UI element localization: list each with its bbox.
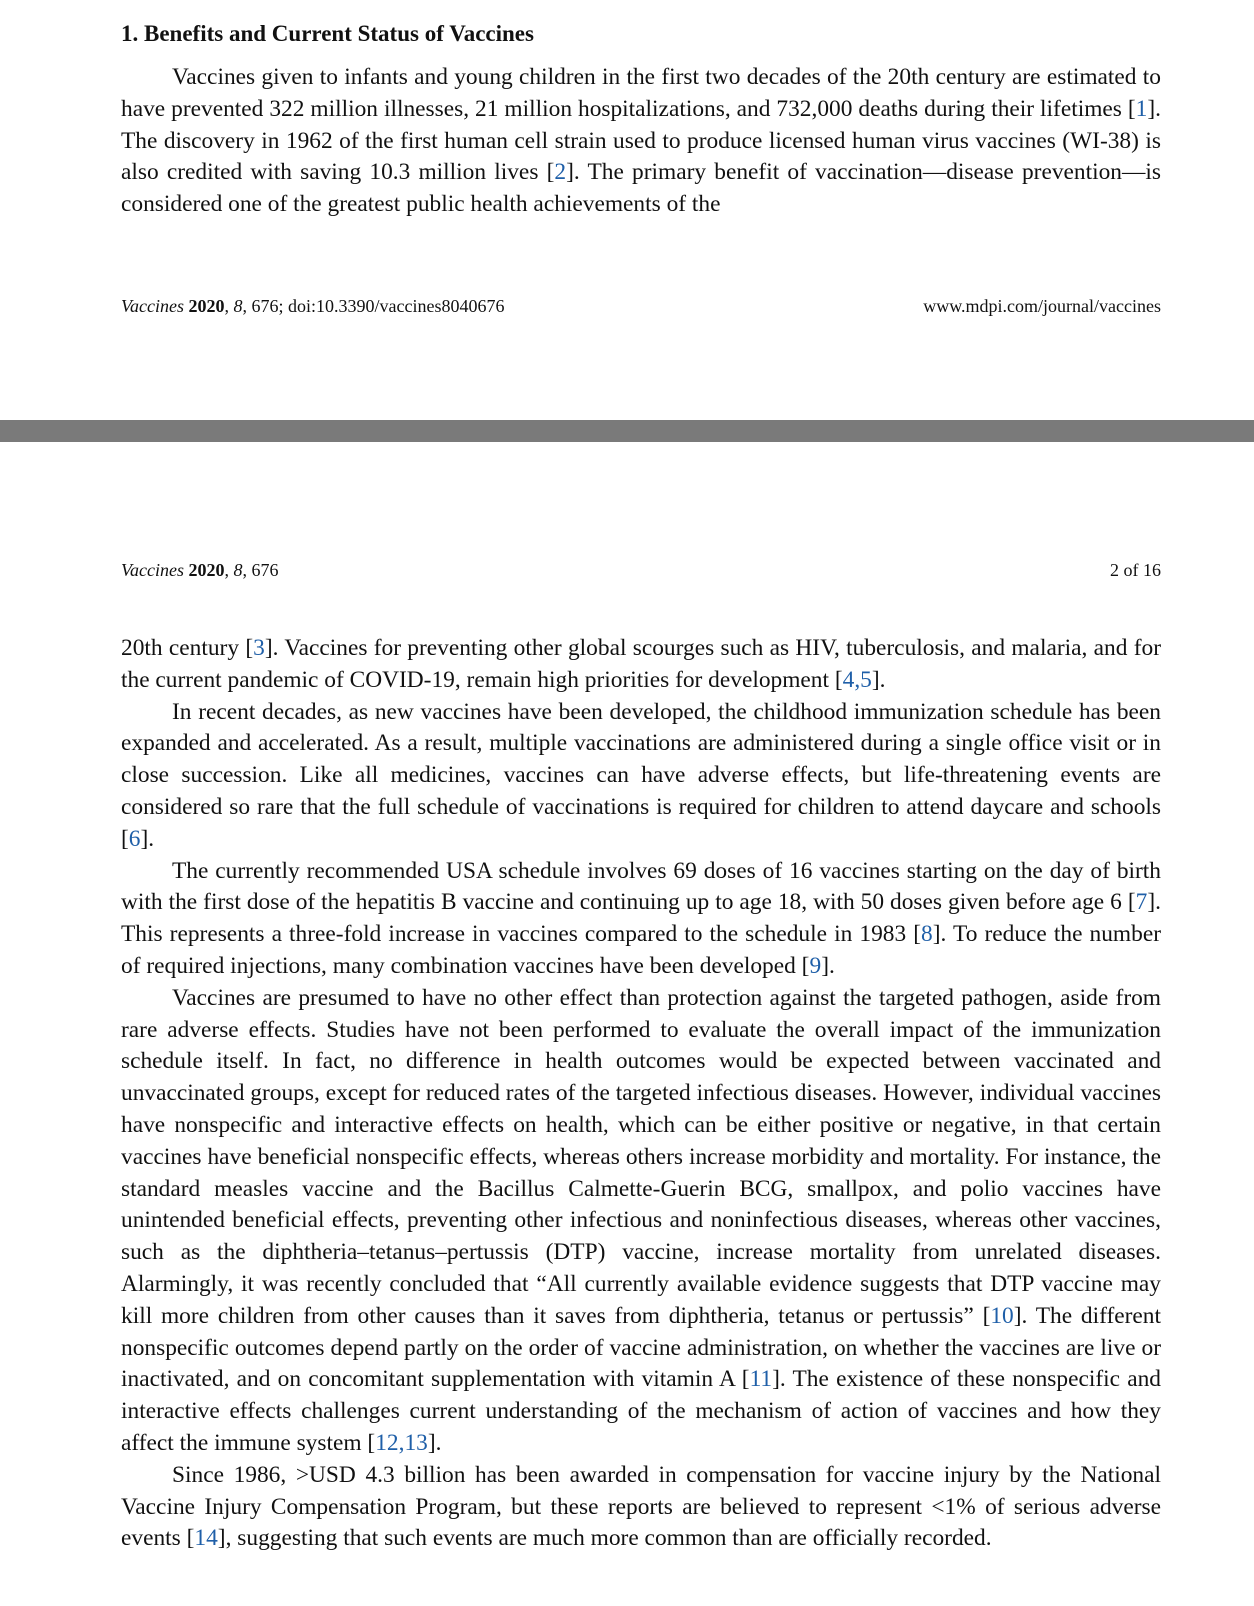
page-1 [0, 0, 1254, 420]
citation-link[interactable]: 7 [1135, 889, 1148, 916]
paragraph: 20th century [3]. Vaccines for preventing other global scourges such as HIV, tuberculosis, and malaria, and for the current pandemic of COVID-19, remain high priorities for development [4,5]. [121, 635, 1161, 693]
journal-year: 2020 [188, 296, 225, 316]
citation-link[interactable]: 14 [194, 1525, 218, 1552]
journal-name: Vaccines [121, 560, 184, 580]
paragraph: Since 1986, >USD 4.3 billion has been awarded in compensation for vaccine injury by the National Vaccine Injury Compensation Program, but these reports are believed to represent <1% of serious adverse events [14], suggesting that such events are much more common than are officially recorded. [121, 1461, 1161, 1552]
citation-link[interactable]: 12,13 [375, 1429, 428, 1456]
article-doi: , 676; doi:10.3390/vaccines8040676 [242, 296, 505, 316]
page-number: 2 of 16 [1110, 560, 1161, 580]
citation-link[interactable]: 11 [749, 1366, 773, 1393]
paragraph: Vaccines are presumed to have no other effect than protection against the targeted pathogen, aside from rare adverse effects. Studies have not been performed to evaluate the overall impact of the immunization schedule itself. In fact, no difference in health outcomes would be expected between vaccinated and unvaccinated groups, except for reduced rates of the targeted infectious diseases. However, individual vaccines have nonspecific and interactive effects on health, which can be either positive or negative, in that certain vaccines have beneficial nonspecific effects, whereas others increase morbidity and mortality. For instance, the standard measles vaccine and the Bacillus Calmette-Guerin BCG, smallpox, and polio vaccines have unintended beneficial effects, preventing other infectious and noninfectious diseases, whereas other vaccines, such as the diphtheria–tetanus–pertussis (DTP) vaccine, increase mortality from unrelated diseases. Alarmingly, it was recently concluded that “All currently available evidence suggests that DTP vaccine may kill more children from other causes than it saves from diphtheria, tetanus or pertussis” [10]. The different nonspecific outcomes depend partly on the order of vaccine administration, on whether the vaccines are live or inactivated, and on concomitant supplementation with vitamin A [11]. The existence of these nonspecific and interactive effects challenges current understanding of the mechanism of action of vaccines and how they affect the immune system [12,13]. [121, 984, 1162, 1456]
journal-url[interactable]: www.mdpi.com/journal/vaccines [923, 296, 1161, 316]
page-header: Vaccines 2020, 8, 676 2 of 16 [121, 560, 1161, 580]
paragraph: In recent decades, as new vaccines have been developed, the childhood immunization schedule has been expanded and accelerated. As a result, multiple vaccinations are administered during a single office visit or in close succession. Like all medicines, vaccines can have adverse effects, but life-threatening events are considered so rare that the full schedule of vaccinations is required for children to attend daycare and schools [6]. [121, 698, 1161, 852]
citation-link[interactable]: 1 [1135, 95, 1148, 122]
citation-link[interactable]: 9 [809, 952, 822, 979]
page1-body [121, 62, 1161, 221]
section-heading: 1. Benefits and Current Status of Vaccines [121, 21, 534, 46]
page-2 [0, 442, 1254, 1606]
page-footer: Vaccines 2020, 8, 676; doi:10.3390/vaccines8040676 www.mdpi.com/journal/vaccines [121, 296, 1161, 316]
journal-name: Vaccines [121, 296, 184, 316]
citation-link[interactable]: 3 [253, 635, 265, 661]
page-separator [0, 420, 1254, 443]
citation-link[interactable]: 4,5 [842, 666, 872, 693]
paragraph: Vaccines given to infants and young children in the first two decades of the 20th century are estimated to have prevented 322 million illnesses, 21 million hospitalizations, and 732,000 deaths during their lifetimes [1]. The discovery in 1962 of the first human cell strain used to produce licensed human virus vaccines (WI-38) is also credited with saving 10.3 million lives [2]. The primary benefit of vaccination—disease prevention—is considered one of the greatest public health achievements of the [121, 64, 1161, 218]
citation-link[interactable]: 6 [128, 825, 141, 852]
citation-link[interactable]: 2 [554, 159, 567, 186]
paragraph: The currently recommended USA schedule involves 69 doses of 16 vaccines starting on the day of birth with the first dose of the hepatitis B vaccine and continuing up to age 18, with 50 doses given before age 6 [7]. This represents a three-fold increase in vaccines compared to the schedule in 1983 [8]. To reduce the number of required injections, many combination vaccines have been developed [9]. [121, 857, 1161, 979]
page2-body [121, 633, 1161, 1555]
journal-year: 2020 [188, 560, 225, 580]
journal-volume: 8 [233, 296, 243, 316]
citation-link[interactable]: 8 [921, 921, 933, 948]
journal-volume: 8 [233, 560, 243, 580]
article-number: , 676 [242, 560, 279, 580]
citation-link[interactable]: 10 [990, 1302, 1014, 1329]
